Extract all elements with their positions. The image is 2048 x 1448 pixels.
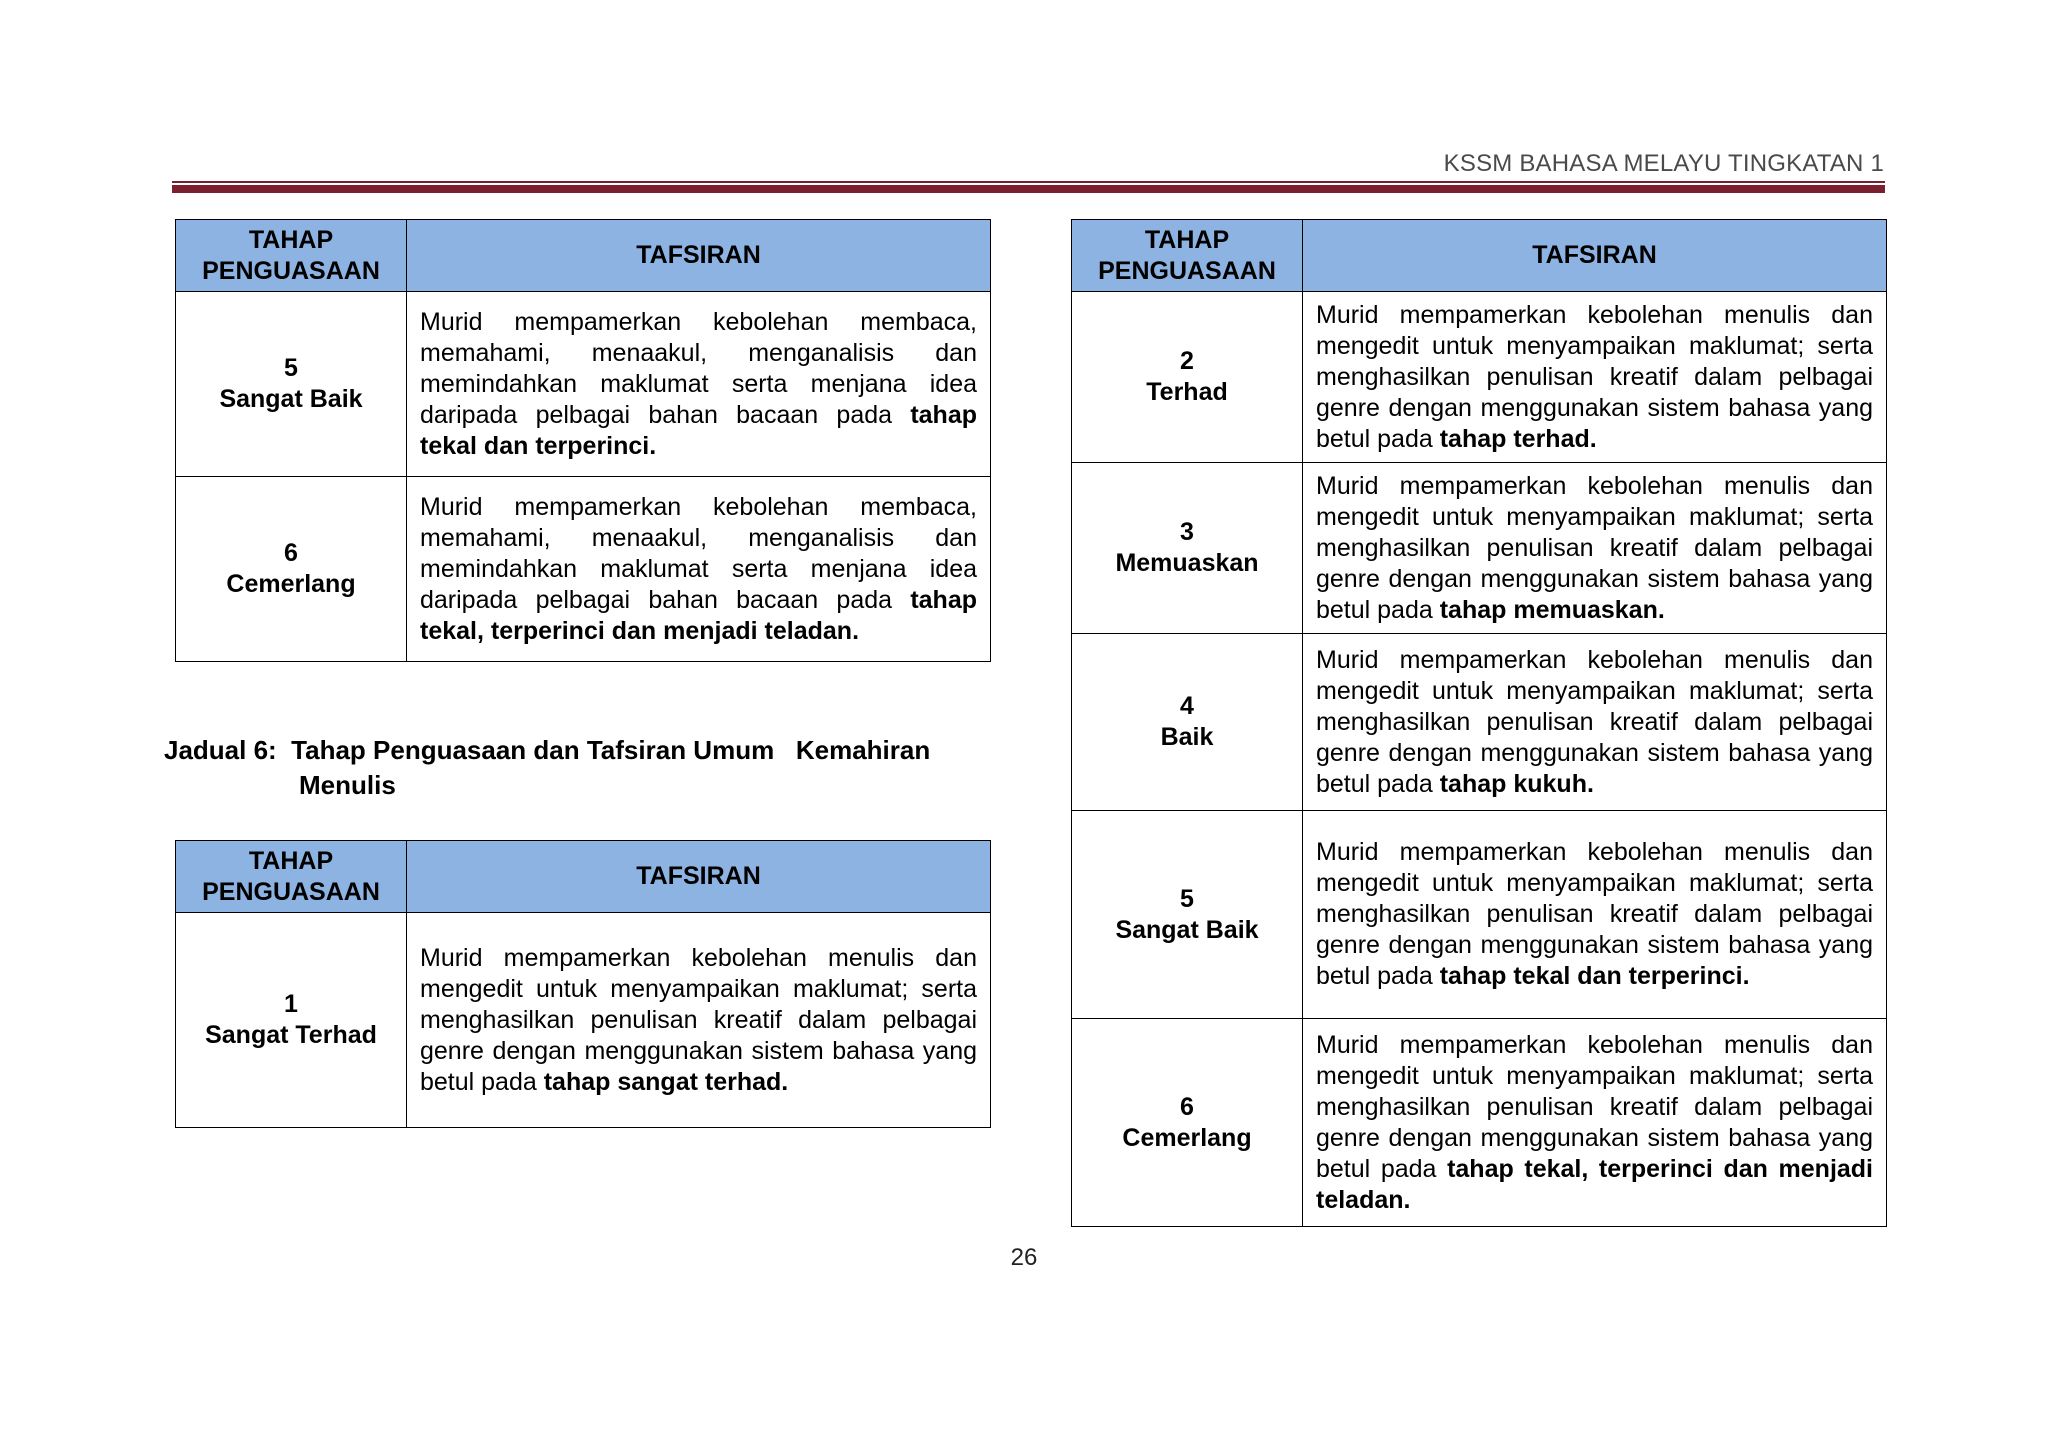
description-cell	[1303, 463, 1887, 634]
column-header-level: TAHAP PENGUASAAN	[176, 841, 407, 913]
description-cell	[407, 477, 991, 662]
column-header-description: TAFSIRAN	[407, 220, 991, 292]
caption-line-1: Jadual 6: Tahap Penguasaan dan Tafsiran Umum Kemahiran	[164, 735, 931, 765]
description-cell	[1303, 1019, 1887, 1227]
description-cell	[1303, 292, 1887, 463]
column-header-level: TAHAP PENGUASAAN	[176, 220, 407, 292]
description-text: Murid mempamerkan kebolehan menulis dan mengedit untuk menyampaikan maklumat; serta menghasilkan penulisan kreatif dalam pelbagai genre dengan menggunakan sistem bahasa yang betul pada	[1316, 645, 1873, 798]
column-header-level: TAHAP PENGUASAAN	[1072, 220, 1303, 292]
table-row	[1072, 1019, 1887, 1227]
level-cell	[176, 292, 407, 477]
level-number: 5	[284, 354, 298, 382]
description-emphasis: tahap memuaskan.	[1439, 595, 1665, 624]
description-text: Murid mempamerkan kebolehan membaca, memahami, menaakul, menganalisis dan memindahkan maklumat serta menjana idea daripada pelbagai bahan bacaan pada	[420, 492, 977, 614]
description-text: Murid mempamerkan kebolehan menulis dan mengedit untuk menyampaikan maklumat; serta menghasilkan penulisan kreatif dalam pelbagai genre dengan menggunakan sistem bahasa yang betul pada	[1316, 1030, 1873, 1183]
level-name: Cemerlang	[1122, 1123, 1252, 1152]
level-cell	[1072, 1019, 1303, 1227]
level-name: Sangat Baik	[1115, 915, 1259, 944]
description-cell	[407, 292, 991, 477]
mastery-table-writing-part1	[175, 840, 991, 1128]
level-cell	[1072, 811, 1303, 1019]
mastery-table-writing-part2	[1071, 219, 1887, 1227]
running-header: KSSM BAHASA MELAYU TINGKATAN 1	[1443, 150, 1884, 177]
header-rule	[172, 181, 1885, 183]
caption-line-2: Menulis	[299, 770, 396, 800]
level-cell	[176, 477, 407, 662]
table-row	[1072, 292, 1887, 463]
level-number: 4	[1180, 692, 1194, 720]
level-name: Cemerlang	[226, 570, 356, 598]
level-name: Terhad	[1146, 378, 1228, 406]
description-emphasis: tahap tekal, terperinci dan menjadi teladan.	[1316, 1154, 1874, 1214]
level-name: Baik	[1160, 723, 1214, 751]
column-header-description: TAFSIRAN	[1303, 220, 1887, 292]
table-row	[1072, 463, 1887, 634]
level-number: 3	[1180, 518, 1194, 546]
table-row	[176, 913, 991, 1128]
table-row	[1072, 811, 1887, 1019]
table-caption	[164, 733, 930, 803]
description-emphasis: tahap terhad.	[1439, 424, 1597, 453]
level-cell	[1072, 634, 1303, 811]
level-number: 5	[1180, 884, 1194, 913]
header-rule-thick	[172, 185, 1885, 193]
description-text: Murid mempamerkan kebolehan menulis dan mengedit untuk menyampaikan maklumat; serta menghasilkan penulisan kreatif dalam pelbagai genre dengan menggunakan sistem bahasa yang betul pada	[1316, 471, 1873, 624]
description-cell	[1303, 811, 1887, 1019]
page-number: 26	[1010, 1244, 1038, 1271]
level-number: 6	[1180, 1092, 1194, 1121]
level-number: 2	[1180, 347, 1194, 375]
description-text: Murid mempamerkan kebolehan menulis dan mengedit untuk menyampaikan maklumat; serta menghasilkan penulisan kreatif dalam pelbagai genre dengan menggunakan sistem bahasa yang betul pada	[1316, 300, 1873, 453]
description-text: Murid mempamerkan kebolehan menulis dan mengedit untuk menyampaikan maklumat; serta menghasilkan penulisan kreatif dalam pelbagai genre dengan menggunakan sistem bahasa yang betul pada	[420, 943, 977, 1096]
level-number: 1	[284, 990, 298, 1018]
level-cell	[1072, 292, 1303, 463]
table-row	[176, 292, 991, 477]
description-text: Murid mempamerkan kebolehan membaca, memahami, menaakul, menganalisis dan memindahkan maklumat serta menjana idea daripada pelbagai bahan bacaan pada	[420, 307, 977, 429]
description-emphasis: tahap tekal, terperinci dan menjadi teladan.	[420, 585, 977, 645]
level-name: Sangat Terhad	[205, 1021, 377, 1049]
level-name: Sangat Baik	[219, 385, 363, 413]
level-cell	[1072, 463, 1303, 634]
table-row	[1072, 634, 1887, 811]
description-emphasis: tahap tekal dan terperinci.	[1439, 962, 1750, 990]
description-emphasis: tahap sangat terhad.	[543, 1067, 789, 1096]
description-cell	[1303, 634, 1887, 811]
description-emphasis: tahap kukuh.	[1439, 769, 1594, 798]
level-cell	[176, 913, 407, 1128]
table-row	[176, 477, 991, 662]
level-name: Memuaskan	[1115, 549, 1259, 577]
column-header-description: TAFSIRAN	[407, 841, 991, 913]
description-cell	[407, 913, 991, 1128]
mastery-table-reading	[175, 219, 991, 662]
level-number: 6	[284, 539, 298, 567]
description-emphasis: tahap tekal dan terperinci.	[420, 400, 977, 460]
description-text: Murid mempamerkan kebolehan menulis dan mengedit untuk menyampaikan maklumat; serta menghasilkan penulisan kreatif dalam pelbagai genre dengan menggunakan sistem bahasa yang betul pada	[1316, 838, 1873, 990]
